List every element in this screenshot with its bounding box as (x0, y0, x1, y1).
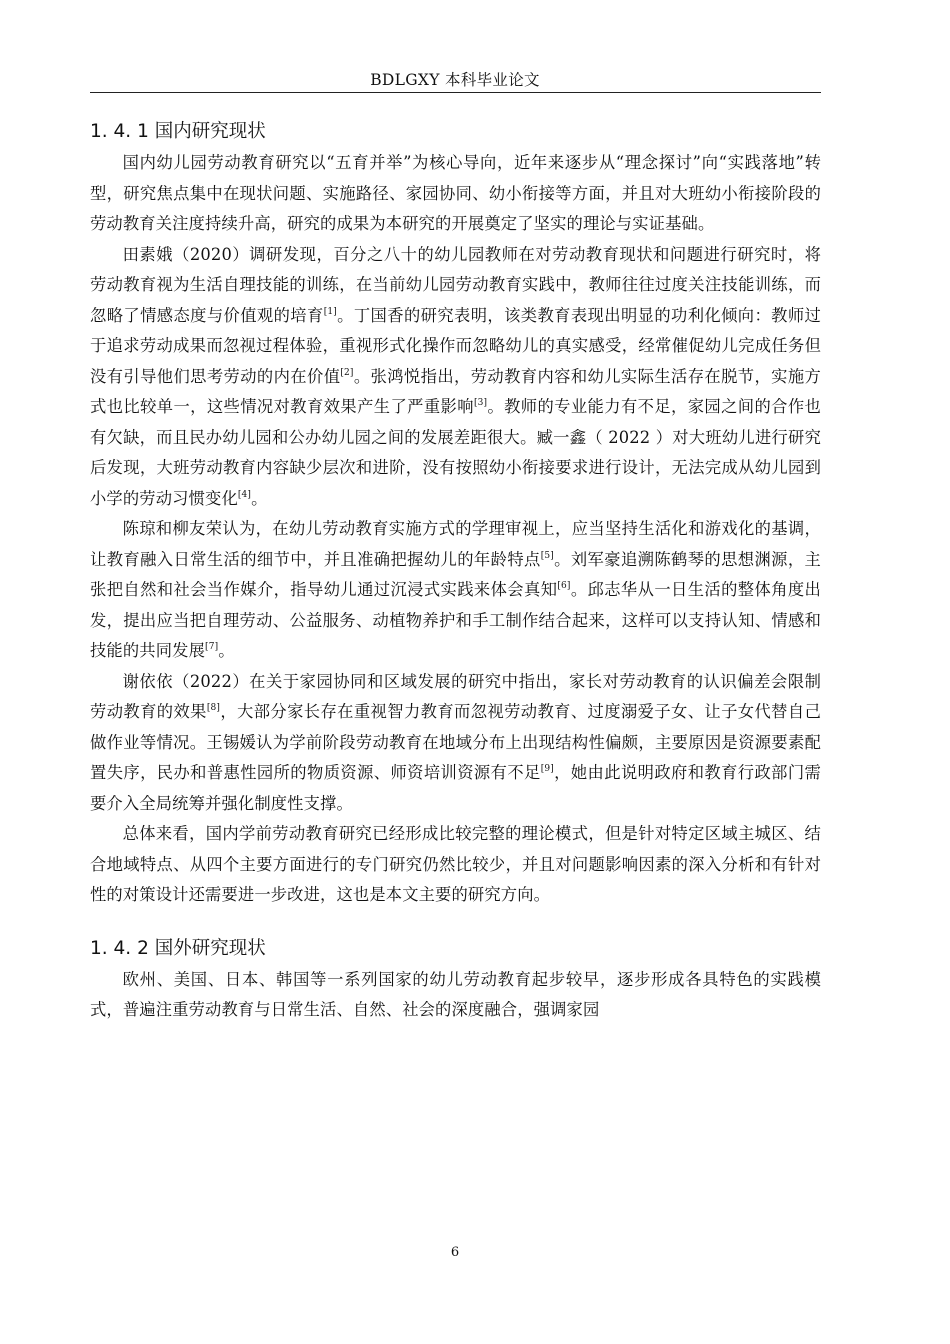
citation-ref: [5] (540, 550, 554, 561)
paragraph-text: 。张鸿悦指出，劳动教育内容和幼儿实际生活存在脱节，实施方式也比较单一，这些情况对教育效果产生了严重影响 (90, 366, 821, 416)
paragraph-text: 。丁国香的研究表明，该类教育表现出明显的功利化倾向：教师过于追求劳动成果而忽视过程体验，重视形式化操作而忽略幼儿的真实感受，经常催促幼儿完成任务但没有引导他们思考劳动的内在价值 (90, 305, 821, 386)
page-body (90, 116, 821, 1026)
paragraph-text: 总体来看，国内学前劳动教育研究已经形成比较完整的理论模式，但是针对特定区域主城区、结合地域特点、从四个主要方面进行的专门研究仍然比较少，并且对问题影响因素的深入分析和有针对性的对策设计还需要进一步改进，这也是本文主要的研究方向。 (90, 824, 821, 904)
page-number: 6 (450, 1245, 460, 1260)
paragraph (90, 514, 821, 667)
section-heading-foreign: 1. 4. 2 国外研究现状 (90, 937, 266, 959)
citation-ref: [9] (540, 764, 554, 774)
section-body-foreign (90, 965, 821, 1026)
paragraph-text: 田素娥（2020）调研发现，百分之八十的幼儿园教师在对劳动教育现状和问题进行研究时，将劳动教育视为生活自理技能的训练，在当前幼儿园劳动教育实践中，教师往往过度关注技能训练，而忽略了情感态度与价值观的培育 (90, 244, 821, 325)
citation-ref: [7] (205, 642, 219, 652)
paragraph-text: 欧州、美国、日本、韩国等一系列国家的幼儿劳动教育起步较早，逐步形成各具特色的实践模式，普遍注重劳动教育与日常生活、自然、社会的深度融合，强调家园 (90, 969, 821, 1019)
paragraph (90, 819, 821, 911)
header-divider (90, 92, 821, 93)
paragraph-text: 谢依依（2022）在关于家园协同和区域发展的研究中指出，家长对劳动教育的认识偏差会限制劳动教育的效果 (90, 671, 821, 721)
paragraph-text: ，大部分家长存在重视智力教育而忽视劳动教育、过度溺爱子女、让子女代替自己做作业等情况。王锡媛认为学前阶段劳动教育在地域分布上出现结构性偏颇，主要原因是资源要素配置失序，民办和普惠性园所的物质资源、师资培训资源有不足 (90, 702, 821, 782)
citation-ref: [3] (473, 398, 488, 408)
citation-ref: [4] (237, 489, 252, 500)
citation-ref: [2] (340, 367, 354, 378)
paragraph-text: 国内幼儿园劳动教育研究以“五育并举”为核心导向，近年来逐步从“理念探讨”向“实践落地”转型，研究焦点集中在现状问题、实施路径、家园协同、幼小衔接等方面，并且对大班幼小衔接阶段的劳动教育关注度持续升高，研究的成果为本研究的开展奠定了坚实的理论与实证基础。 (90, 153, 821, 233)
page-header: BDLGXY 本科毕业论文 (370, 71, 540, 89)
citation-ref: [1] (323, 306, 337, 317)
paragraph-text: 。 (251, 488, 268, 508)
paragraph-text: 。刘军豪追溯陈鹤琴的思想渊源，主张把自然和社会当作媒介，指导幼儿通过沉浸式实践来体会真知 (90, 549, 821, 599)
paragraph (90, 965, 821, 1026)
citation-ref: [6] (557, 581, 571, 591)
paragraph (90, 667, 821, 820)
paragraph-text: 。 (218, 641, 235, 660)
paragraph-text: 。邱志华从一日生活的整体角度出发，提出应当把自理劳动、公益服务、动植物养护和手工制作结合起来，这样可以支持认知、情感和技能的共同发展 (90, 580, 821, 660)
paragraph (90, 240, 821, 515)
citation-ref: [8] (206, 703, 221, 713)
paragraph-text: 陈琼和柳友荣认为，在幼儿劳动教育实施方式的学理审视上，应当坚持生活化和游戏化的基调，让教育融入日常生活的细节中，并且准确把握幼儿的年龄特点 (90, 519, 821, 569)
section-body-domestic (90, 148, 821, 911)
section-heading-domestic: 1. 4. 1 国内研究现状 (90, 121, 266, 142)
paragraph-text: 。教师的专业能力有不足，家园之间的合作也有欠缺，而且民办幼儿园和公办幼儿园之间的发展差距很大。臧一鑫（ 2022 ）对大班幼儿进行研究后发现，大班劳动教育内容缺少层次和进阶，没有按照幼小衔接要求进行设计，无法完成从幼儿园到小学的劳动习惯变化 (90, 397, 821, 508)
paragraph-text: ，她由此说明政府和教育行政部门需要介入全局统筹并强化制度性支撑。 (90, 763, 821, 813)
paragraph (90, 148, 821, 240)
